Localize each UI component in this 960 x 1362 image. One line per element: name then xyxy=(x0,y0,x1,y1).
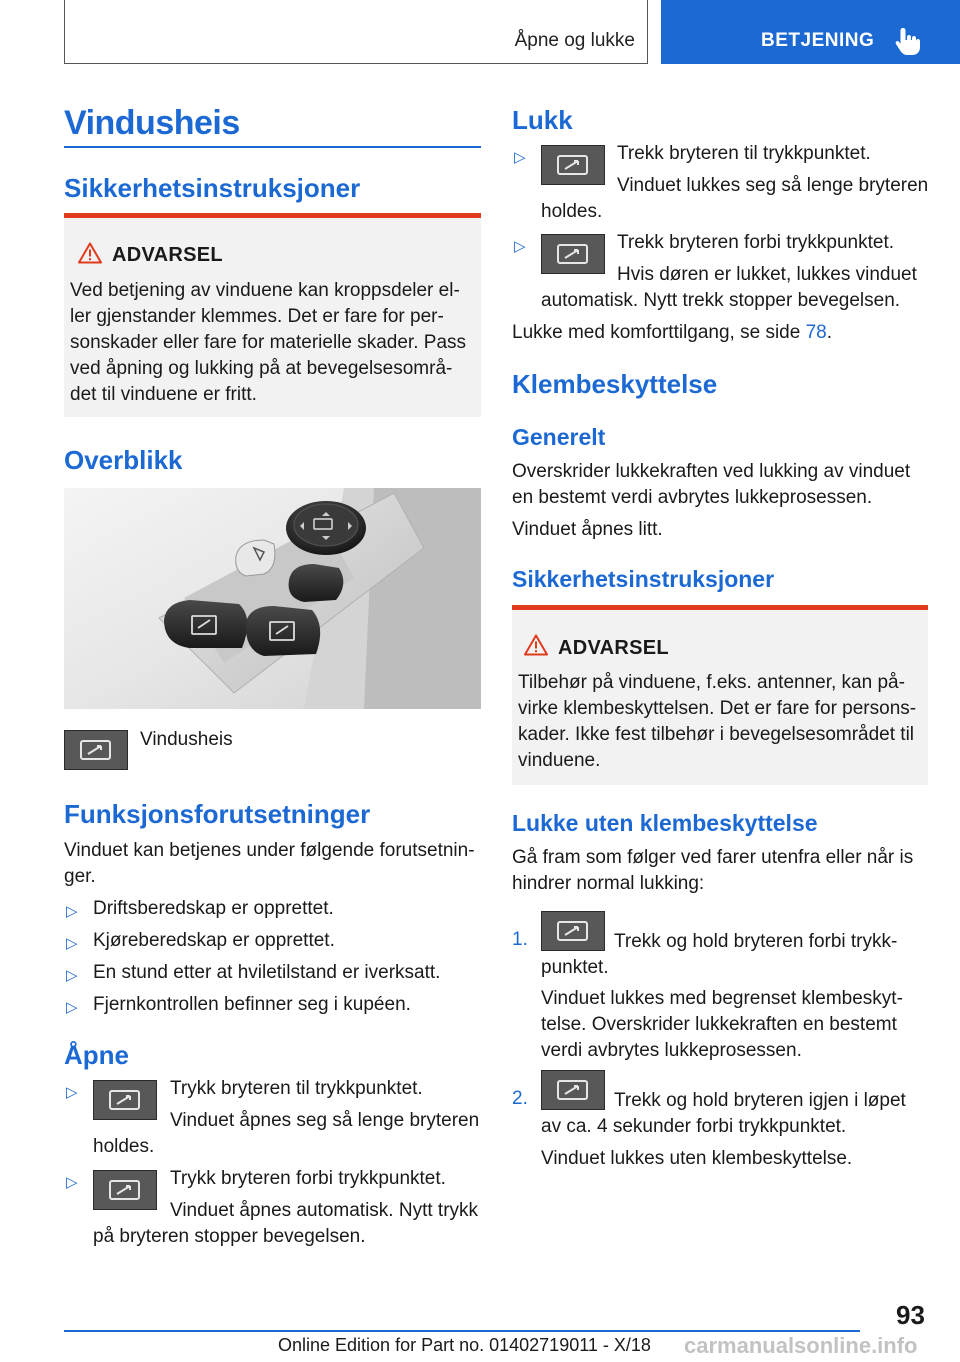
nopinch-intro-line: hindrer normal lukking: xyxy=(512,873,705,894)
prereq-item: En stund etter at hviletilstand er iverksatt. xyxy=(93,962,441,983)
image-caption: Vindusheis xyxy=(140,729,233,750)
right-warning-title: ADVARSEL xyxy=(558,637,669,659)
right-warning-box xyxy=(512,605,928,785)
header-chapter-tab xyxy=(661,0,960,64)
general-line: Vinduet åpnes litt. xyxy=(512,519,663,540)
header-chapter-title: BETJENING xyxy=(761,30,875,51)
open-item-line: Vinduet åpnes seg så lenge bryteren xyxy=(170,1110,480,1131)
warning-triangle-icon xyxy=(524,634,548,656)
prereq-intro-line: ger. xyxy=(64,866,96,887)
window-switch-photo xyxy=(64,488,481,709)
header-section-title: Åpne og lukke xyxy=(514,30,635,51)
comfort-end: . xyxy=(826,322,833,343)
step-line: Trekk og hold bryteren forbi trykk- xyxy=(614,931,898,952)
bullet-triangle-icon: ▷ xyxy=(66,999,78,1016)
footer-edition: Online Edition for Part no. 01402719011 - X/18 xyxy=(278,1335,651,1355)
step-number: 2. xyxy=(512,1088,528,1109)
window-switch-icon xyxy=(541,145,605,185)
prereq-item: Kjøreberedskap er opprettet. xyxy=(93,930,335,951)
close-item-line: Hvis døren er lukket, lukkes vinduet xyxy=(617,264,917,285)
close-item-line: Trekk bryteren forbi trykkpunktet. xyxy=(617,232,895,253)
warning-triangle-icon xyxy=(78,242,102,264)
comfort-access-text xyxy=(512,320,832,346)
right-warning-line: vinduene. xyxy=(518,750,601,771)
left-safety-heading: Sikkerhetsinstruksjoner xyxy=(64,173,361,203)
pinch-heading: Klembeskyttelse xyxy=(512,369,718,399)
close-heading: Lukk xyxy=(512,105,573,135)
step-line: av ca. 4 sekunder forbi trykkpunktet. xyxy=(541,1116,847,1137)
bullet-triangle-icon: ▷ xyxy=(66,1174,78,1191)
comfort-access-label: Lukke med komforttilgang, se side xyxy=(512,322,806,343)
bullet-triangle-icon: ▷ xyxy=(66,1084,78,1101)
general-line: en bestemt verdi avbrytes lukkeprosessen. xyxy=(512,487,873,508)
close-item-line: automatisk. Nytt trekk stopper bevegelsen. xyxy=(541,290,901,311)
left-warning-title: ADVARSEL xyxy=(112,244,223,266)
left-warning-line: sonskader eller fare for materielle skader. Pass xyxy=(70,332,467,353)
window-switch-icon xyxy=(93,1170,157,1210)
right-warning-line: virke klembeskyttelsen. Det er fare for persons- xyxy=(518,698,917,719)
step-sub-line: Vinduet lukkes med begrenset klembeskyt- xyxy=(541,988,903,1009)
open-item-line: Vinduet åpnes automatisk. Nytt trykk xyxy=(170,1200,479,1221)
hand-pointer-icon xyxy=(895,26,921,56)
bullet-triangle-icon: ▷ xyxy=(514,238,526,255)
left-warning-line: Ved betjening av vinduene kan kroppsdeler el- xyxy=(70,280,460,301)
bullet-triangle-icon: ▷ xyxy=(66,903,78,920)
close-item-line: Trekk bryteren til trykkpunktet. xyxy=(617,143,871,164)
header-section-box xyxy=(64,0,648,64)
general-heading: Generelt xyxy=(512,424,606,450)
overview-heading: Overblikk xyxy=(64,445,183,475)
step-sub-line: telse. Overskrider lukkekraften en bestemt xyxy=(541,1014,897,1035)
prereq-intro-line: Vinduet kan betjenes under følgende forutsetnin- xyxy=(64,840,475,861)
nopinch-intro-line: Gå fram som følger ved farer utenfra eller når is xyxy=(512,847,914,868)
window-switch-icon xyxy=(541,1070,605,1110)
page-title: Vindusheis xyxy=(64,104,240,142)
step-line: Trekk og hold bryteren igjen i løpet xyxy=(614,1090,906,1111)
step-sub-line: Vinduet lukkes uten klembeskyttelse. xyxy=(541,1148,853,1169)
footer-rule xyxy=(64,1330,860,1332)
left-warning-line: det til vinduene er fritt. xyxy=(70,384,257,405)
page-number: 93 xyxy=(896,1300,925,1330)
open-item-line: Trykk bryteren til trykkpunktet. xyxy=(170,1078,423,1099)
step-number: 1. xyxy=(512,929,528,950)
step-sub-line: verdi avbrytes lukkeprosessen. xyxy=(541,1040,802,1061)
bullet-triangle-icon: ▷ xyxy=(66,935,78,952)
title-rule xyxy=(64,146,481,148)
right-safety-heading: Sikkerhetsinstruksjoner xyxy=(512,566,775,592)
general-line: Overskrider lukkekraften ved lukking av vinduet xyxy=(512,461,911,482)
open-heading: Åpne xyxy=(64,1040,129,1070)
window-switch-icon xyxy=(541,911,605,951)
watermark: carmanualsonline.info xyxy=(684,1333,918,1358)
window-switch-icon xyxy=(93,1080,157,1120)
bullet-triangle-icon: ▷ xyxy=(66,967,78,984)
close-item-line: Vinduet lukkes seg så lenge bryteren xyxy=(617,175,929,196)
left-warning-box xyxy=(64,213,481,417)
right-warning-line: kader. Ikke fest tilbehør i bevegelsesområdet til xyxy=(518,724,915,745)
close-item-line: holdes. xyxy=(541,201,603,222)
comfort-page-link[interactable]: 78 xyxy=(805,322,827,343)
prereq-item: Fjernkontrollen befinner seg i kupéen. xyxy=(93,994,411,1015)
prereq-heading: Funksjonsforutsetninger xyxy=(64,799,371,829)
step-line: punktet. xyxy=(541,957,609,978)
open-item-line: på bryteren stopper bevegelsen. xyxy=(93,1226,366,1247)
open-item-line: holdes. xyxy=(93,1136,155,1157)
prereq-item: Driftsberedskap er opprettet. xyxy=(93,898,334,919)
left-warning-line: ler gjenstander klemmes. Det er fare for per- xyxy=(70,306,444,327)
bullet-triangle-icon: ▷ xyxy=(514,149,526,166)
left-warning-line: ved åpning og lukking på at bevegelsesområ- xyxy=(70,358,453,379)
nopinch-heading: Lukke uten klembeskyttelse xyxy=(512,810,818,836)
right-warning-line: Tilbehør på vinduene, f.eks. antenner, kan på- xyxy=(518,672,905,693)
window-switch-icon xyxy=(64,730,128,770)
window-switch-icon xyxy=(541,234,605,274)
open-item-line: Trykk bryteren forbi trykkpunktet. xyxy=(170,1168,446,1189)
